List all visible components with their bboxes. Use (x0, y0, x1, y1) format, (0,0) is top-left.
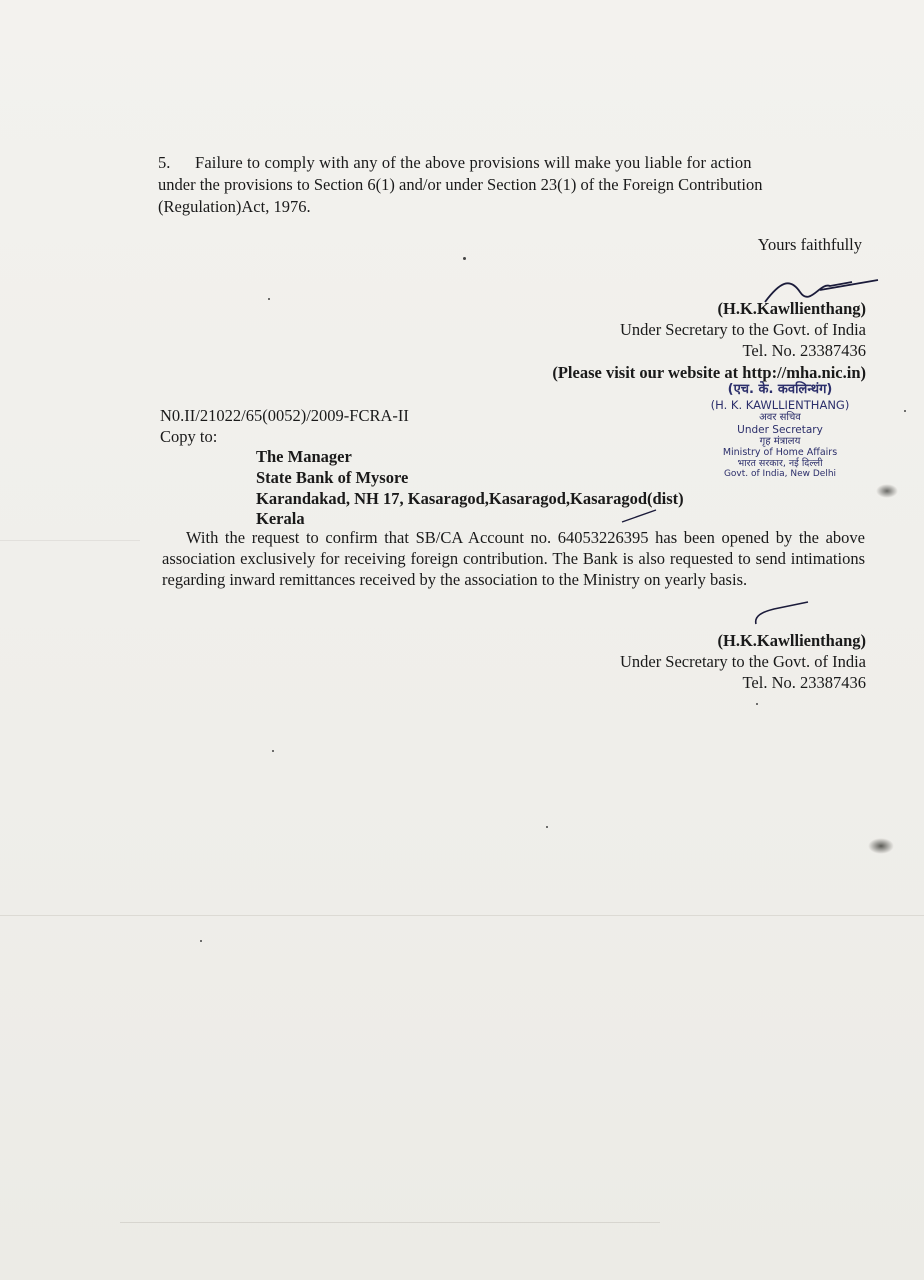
signatory-1-tel: Tel. No. 23387436 (742, 341, 866, 360)
signatory-2-name: (H.K.Kawllienthang) (717, 631, 866, 650)
ink-speck (268, 298, 270, 300)
signatory-2-title: Under Secretary to the Govt. of India (619, 652, 866, 671)
stamp-eng-name: (H. K. KAWLLIENTHANG) (710, 398, 850, 412)
ink-speck (200, 940, 202, 942)
paper-fold-line (0, 915, 924, 916)
ink-speck (756, 703, 758, 705)
copy-body: With the request to confirm that SB/CA Account no. 64053226395 has been opened by the above association exclusively for receiving foreign contribution. The Bank is also requested to send intimations regarding inward remittances received by the association to the Ministry on yearly basis. (162, 528, 865, 589)
website-note: (Please visit our website at http://mha.nic.in) (552, 363, 866, 382)
official-stamp (700, 382, 860, 480)
smudge-mark (876, 484, 898, 498)
signatory-1-title: Under Secretary to the Govt. of India (619, 320, 866, 339)
addressee-line-2: State Bank of Mysore (256, 468, 409, 487)
stamp-eng-title: Under Secretary (737, 424, 823, 436)
addressee-line-1: The Manager (256, 447, 352, 466)
clause-line-3: (Regulation)Act, 1976. (158, 197, 311, 216)
stamp-eng-govt: Govt. of India, New Delhi (723, 469, 837, 479)
stamp-hindi-ministry: गृह मंत्रालय (759, 436, 801, 447)
signature-2 (748, 600, 818, 630)
clause-number: 5. (158, 153, 171, 172)
reference-number: N0.II/21022/65(0052)/2009-FCRA-II (160, 406, 409, 425)
smudge-mark (868, 838, 894, 854)
closing-salutation: Yours faithfully (757, 235, 862, 254)
addressee-line-3: Karandakad, NH 17, Kasaragod,Kasaragod,Kasaragod(dist) (256, 489, 684, 508)
copy-to-label: Copy to: (160, 427, 218, 446)
stamp-hindi-name: (एच. के. कवलिन्थंग) (727, 382, 833, 397)
signatory-2-tel: Tel. No. 23387436 (742, 673, 866, 692)
ink-speck (272, 750, 274, 752)
ink-speck (546, 826, 548, 828)
clause-line-2: under the provisions to Section 6(1) and/or under Section 23(1) of the Foreign Contribution (158, 175, 763, 194)
ink-speck (463, 257, 466, 260)
clause-line-1: Failure to comply with any of the above provisions will make you liable for action (195, 153, 752, 172)
stamp-eng-ministry: Ministry of Home Affairs (722, 447, 838, 458)
paper-crease (0, 540, 140, 541)
ink-speck (904, 410, 906, 412)
stamp-hindi-govt: भारत सरकार, नई दिल्ली (737, 458, 823, 469)
addressee-line-4: Kerala (256, 509, 305, 528)
stamp-hindi-title: अवर सचिव (759, 412, 801, 423)
paper-fold-line-2 (120, 1222, 660, 1223)
tick-mark (620, 506, 660, 526)
signatory-1-name: (H.K.Kawllienthang) (717, 299, 866, 318)
